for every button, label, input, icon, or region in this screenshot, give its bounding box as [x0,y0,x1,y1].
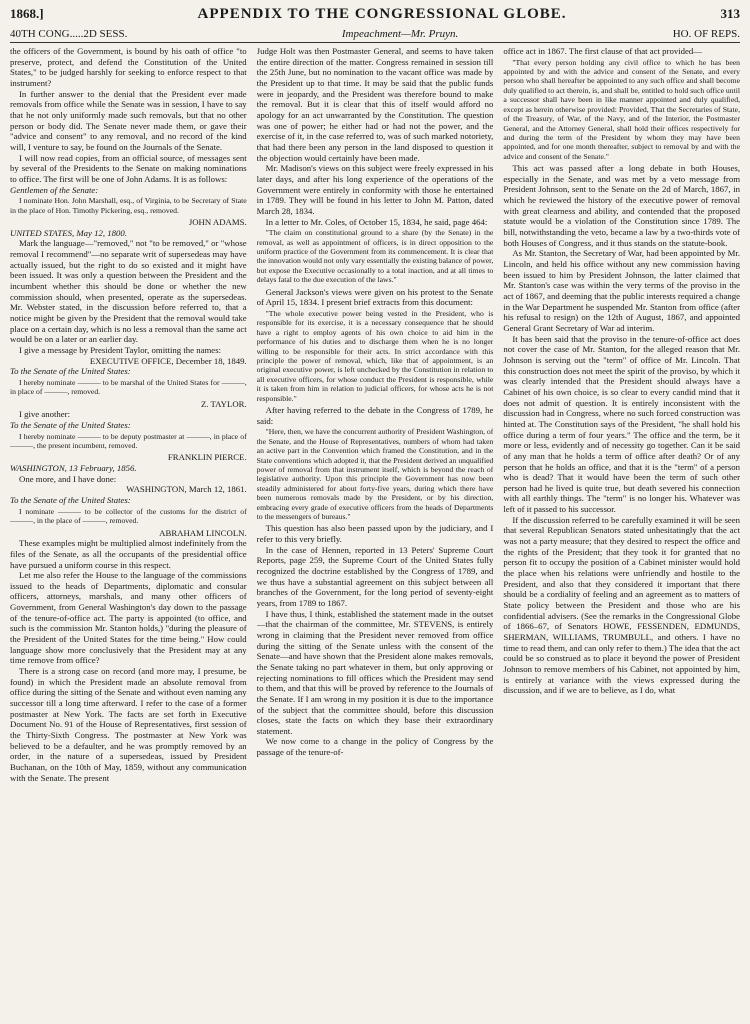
paragraph: In the case of Hennen, reported in 13 Peters' Supreme Court Reports, page 259, the Supreme Court of the United States fully recognized the doctrine established by the Congress of 1789, and we thus have a substantial agreement on this subject between all branches of the Government, for the long period of seventy-eight years, from 1789 to 1867. [256,544,494,608]
paragraph: "The claim on constitutional ground to a share (by the Senate) in the removal, as well as appointment of officers, is in direct opposition to the uniform practice of the Government from its commencement. It is clear that the innovation would not only vary essentially the existing balance of power, but expose the Executive occasionally to a total inaction, and at all times to delays fatal to the due execution of the laws." [256,228,494,285]
paragraph: This question has also been passed upon by the judiciary, and I refer to this very briefly. [256,523,494,544]
paragraph: In a letter to Mr. Coles, of October 15, 1834, he said, page 464: [265,216,488,227]
paragraph: After having referred to the debate in the Congress of 1789, he said: [256,404,494,426]
paragraph: Judge Holt was then Postmaster General, and seems to have taken the entire direction of the matter. Congress remained in session till the 25th June, but no nomination to the vacant office was made by the President up to that time. It may be said that the public funds were in jeopardy, and the President was therefore bound to make the removal. But it is clear that this of itself would afford no apology for an act unwarranted by the Constitution. The question was one of power; he either had or had not the power, and the exercise of it, in the case referred to, was of such marked notoriety, that had there been any person in the land disposed to question it the objection would certainly have been made. [256,46,494,163]
paragraph: I will now read copies, from an official source, of messages sent by several of the Presidents to the Senate on making nominations to office. The first will be one of John Adams. It is as follows: [10,152,247,184]
paragraph: WASHINGTON, March 12, 1861. [126,484,247,495]
running-header [10,26,740,43]
topic-heading: Impeachment—Mr. Pruyn. [341,28,459,40]
paragraph: I hereby nominate ——— to be marshal of the United States for ———, in place of ———, removed. [10,377,247,397]
paragraph: I give another: [19,409,71,420]
paragraph: Mr. Madison's views on this subject were freely expressed in his later days, and after his long experience of the operations of the Government were entirely in conformity with those he entertained in 1789. They will be found in his letter to John M. Patton, dated March 28, 1834. [256,163,494,216]
text-columns [10,43,740,1020]
paragraph: Let me also refer the House to the language of the commissions issued to the heads of Departments, diplomatic and consular officers, attorneys, marshals, and many other officers of Government, from General Washington's day down to the passage of the tenure-of-office act. The party is appointed (to office, and such is the commission Mr. Stanton holds,) "during the pleasure of the President of the United States for the time being." How could language show more conclusively that the President may at any time remove from office? [10,570,247,666]
column-right [503,46,740,1020]
paragraph: I nominate Hon. John Marshall, esq., of Virginia, to be Secretary of State in the place of Hon. Timothy Pickering, esq., removed. [10,196,247,215]
paragraph: EXECUTIVE OFFICE, December 18, 1849. [89,355,247,366]
paragraph: In further answer to the denial that the President ever made removals from office while the Senate was in session, I have to say that he not only uniformly made such removals, but that no other person or body did. The Senate never made them, or gave their "advice and consent" to any removal, and no record of the kind will, I venture to say, be found on the Journals of the Senate. [10,88,247,152]
paragraph: "The whole executive power being vested in the President, who is responsible for its exercise, it is a necessary consequence that he should have a right to employ agents of his own choice to aid him in the performance of his duties and to discharge them when he is no longer willing to be responsible for their acts. In strict accordance with this principle the power of removal, which, like that of appointment, is an original executive power, is left unchecked by the Constitution in relation to all executive officers, for whose conduct the President is responsible, while it is taken from him in relation to judicial officers, for whose acts he is not responsible." [256,308,494,403]
paragraph: I nominate ——— to be collector of the customs for the district of ———, in the place of ———, removed. [10,506,247,526]
paragraph: As Mr. Stanton, the Secretary of War, had been appointed by Mr. Lincoln, and held his office without any new commission having been issued to him by President Johnson, the latter claimed that Mr. Stanton's case was within the very terms of the proviso in the act of 1867, and deeming that the public interests required a change in the War Department he suspended Mr. Stanton from office (after his refusal to resign) on the 12th of August, 1867, and appointed General Grant Secretary of War ad interim. [503,248,740,333]
congress-session: 40TH CONG.....2D SESS. [10,28,128,40]
column-left [10,46,247,1020]
paragraph: Gentlemen of the Senate: [10,184,99,195]
paragraph: WASHINGTON, 13 February, 1856. [10,463,137,474]
paragraph: I give a message by President Taylor, omitting the names: [19,344,222,355]
paragraph: There is a strong case on record (and more may, I presume, be found) in which the President made an absolute removal from office during the sitting of the Senate and without even naming any successor till a long time afterward. I refer to the case of a former postmaster at New York. The facts are set forth in Executive Document No. 91 of the House of Representatives, first session of the Thirty-Sixth Congress. The postmaster at New York was believed to be a defaulter, and he was promptly removed by an order, in the nature of a supersedeas, issued by President Buchanan, on the 10th of May, 1859, without any communication with the Senate. The present [10,666,247,783]
paragraph: If the discussion referred to be carefully examined it will be seen that several Republican Senators stated unhesitatingly that the act was not a party measure; that they desired to respect the office and the rights of the President; that they took it for granted that no person fit to occupy the position of a Cabinet minister would hold the place when his relations were unfriendly and hostile to the President, and also that they considered it important that there should be a cordiality of feeling and an agreement as to matters of State policy between the President and those who are his confidential advisers. (See the remarks in the Congressional Globe of 1866–67, of Senators HOWE, FESSENDEN, EDMUNDS, SHERMAN, WILLIAMS, TRUMBULL, and others. I have no time to read them, and can only refer to them.) The idea that the act could be so construed as to place it beyond the power of President Johnson to remove members of his Cabinet, not appointed by him, is entirely at variance with the views expressed during the discussion, and if we are to believe, as I do, what [503,514,740,696]
paragraph: I hereby nominate ——— to be deputy postmaster at ———, in place of ———, the present incumbent, removed. [10,431,247,451]
paragraph: FRANKLIN PIERCE. [167,452,247,463]
paragraph: the officers of the Government, is bound by his oath of office "to preserve, protect, and defend the Constitution of the United States," to be judged harshly for seeking to enforce respect to that instrument? [10,46,247,88]
paragraph: ABRAHAM LINCOLN. [159,527,247,538]
paragraph: These examples might be multiplied almost indefinitely from the files of the Senate, as all the occupants of the presidential office have pursued a uniform course in this respect. [10,538,247,570]
paragraph: To the Senate of the United States: [10,366,131,377]
paragraph: I have thus, I think, established the statement made in the outset—that the chairman of the committee, Mr. STEVENS, is entirely wrong in claiming that the President never removed from office during the sitting of the Senate unless with the consent of the Senate—and have shown that the President alone makes removals, the Senate taking no part whatever in them, but only approving or rejecting nominations to fill offices which the President may send to them, and that this will be proved by reference to the Journals of the Senate. If I am wrong in my position it is due to the importance of the subject that the committee should, before this discussion closes, state the facts on which they base their extraordinary statement. [256,608,494,736]
paragraph: This act was passed after a long debate in both Houses, especially in the Senate, and was met by a veto message from President Johnson, sent to the Senate on the 2d of March, 1867, in which he reviewed the history of the executive power of removal with great clearness and ability, and contended that the proposed statute would be a violation of the Constitution since 1789. The bill, notwithstanding the veto, became a law by a two-thirds vote of both Houses of Congress, and it thus stands on the statute-book. [503,163,740,248]
paragraph: To the Senate of the United States: [10,495,131,506]
paragraph: To the Senate of the United States: [10,419,131,430]
paragraph: Mark the language—"removed," not "to be removed," or "whose removal I recommend"—no separate writ of supersedeas may have actually issued, but the right to do so existed and it might have been issued. It was only a question between the President and the incumbent whether this should be done or whether the new commission should, when presented, operate as the supersedeas. Mr. Webster stated, in the discussion before referred to, that a notice might be given by the President that the removal would take place on a certain day, which is no less a removal than the same act would be on a later or an earlier day. [10,238,247,345]
paragraph: One more, and I have done: [19,473,117,484]
paragraph: "Here, then, we have the concurrent authority of President Washington, of the Senate, and the House of Representatives, numbers of whom had taken an active part in the Convention which framed the Constitution, and in the State conventions which adopted it, that the President derived an unqualified power of removal from that instrument itself, which is beyond the reach of legislative authority. Upon this principle the Government has now been steadily administered for about forty-five years, during which there have been numerous removals made by the President, or by his direction, embracing every grade of executive officers from the heads of Departments to the messengers of bureaus." [256,427,494,521]
paragraph: We now come to a change in the policy of Congress by the passage of the tenure-of- [256,736,494,758]
house-label: HO. OF REPS. [672,28,740,40]
page-header [10,0,740,26]
page-number: 313 [720,6,740,21]
paragraph: office act in 1867. The first clause of that act provided— [503,46,703,56]
paragraph: UNITED STATES, May 12, 1800. [10,227,127,238]
column-middle [257,46,494,1020]
paragraph: It has been said that the proviso in the tenure-of-office act does not cover the case of Mr. Stanton, for the alleged reason that Mr. Johnson is serving out the "term" of office of Mr. Lincoln. That this construction does not meet the spirit of the proviso, by which it was clearly intended that the President should always have a Cabinet of his own choice, is so clear to every candid mind that it does not admit of question. It is entirely inconsistent with the discussion had in Congress, where no such forced construction was hinted at. The Constitution says of the President, "he shall hold his office during a term of four years." The office and the term, be it more or less, evidently and of necessity go together. Can it be said of any man that he holds a term of office after death? Or of any person that he holds an office, and that it is the "term" of a person who is dead? That it would have been the term of such other person had he lived is quite true, but death severed his connection with all earthly things. The "term" is no longer his. Whatever was left of it passed to his successor. [503,333,740,515]
paragraph: General Jackson's views were given on his protest to the Senate of April 15, 1834. I present brief extracts from this document: [256,286,494,308]
page-title: APPENDIX TO THE CONGRESSIONAL GLOBE. [197,6,567,22]
paragraph: JOHN ADAMS. [188,217,247,227]
paragraph: Z. TAYLOR. [200,398,247,409]
paragraph: "That every person holding any civil office to which he has been appointed by and with the advice and consent of the Senate, and every person who shall hereafter be appointed to any such office and shall become duly qualified to act therein, is, and shall be, entitled to hold such office until a successor shall have been in like manner appointed and duly qualified, except as herein otherwise provided: Provided, That the Secretaries of State, of the Treasury, of War, of the Navy, and of the Interior, the Postmaster General, and the Attorney General, shall hold their offices respectively for and during the term of the President by whom they may have been appointed, and for one month thereafter, subject to removal by and with the advice and consent of the Senate." [503,57,740,161]
page-year: 1868.] [10,6,44,21]
